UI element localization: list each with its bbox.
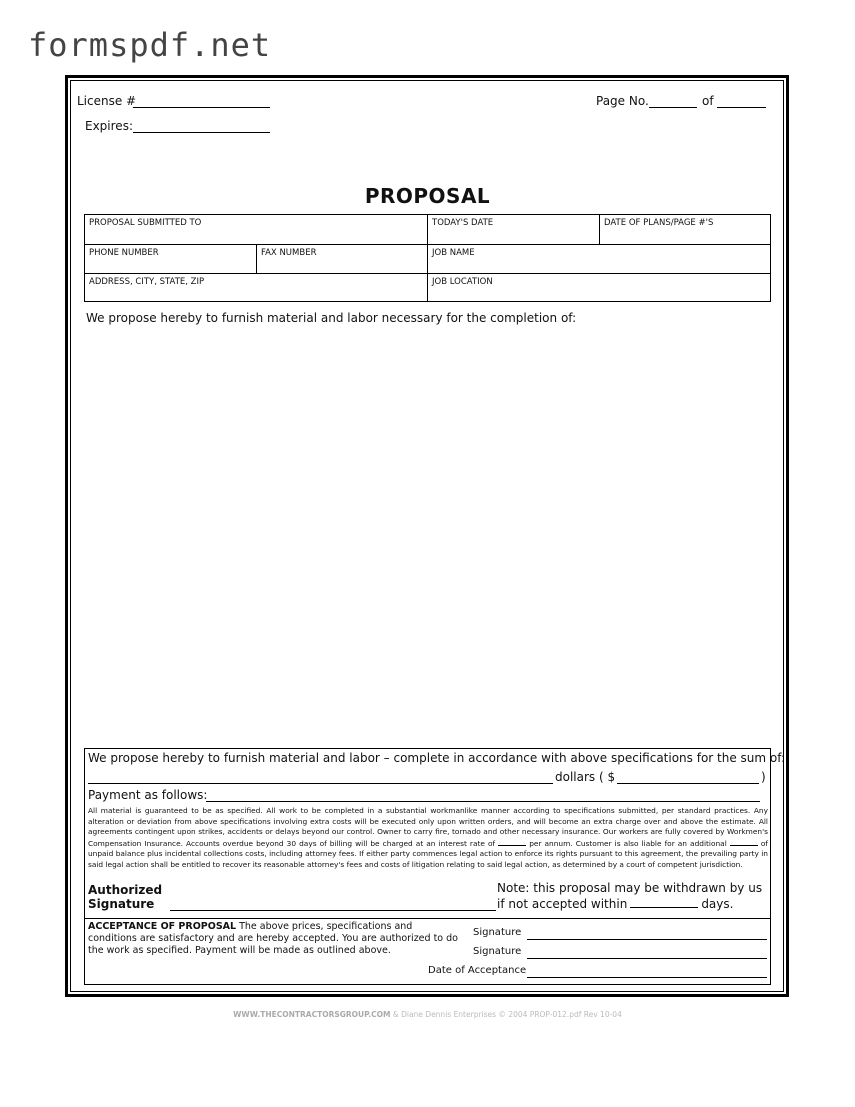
footer-site: WWW.THECONTRACTORSGROUP.COM	[233, 1010, 391, 1019]
page-total-field[interactable]	[717, 107, 766, 108]
acceptance-divider	[84, 918, 771, 919]
date-of-plans-cell[interactable]	[600, 215, 771, 245]
signature-1-field[interactable]	[527, 939, 767, 940]
note-line-2a: if not accepted within	[497, 897, 628, 911]
payment-field[interactable]	[206, 801, 760, 802]
dollars-close: )	[761, 770, 766, 784]
authorized-signature-label	[88, 883, 162, 911]
license-field[interactable]	[133, 107, 270, 108]
address-label: ADDRESS, CITY, STATE, ZIP	[89, 277, 205, 287]
terms-text	[88, 806, 768, 871]
acceptance-body: The above prices, specifications and conditions are satisfactory and are hereby accepted. You are authorized to do the work as specified. Payment will be made as outlined above.	[88, 921, 458, 956]
authorized-signature-field[interactable]	[170, 910, 496, 911]
sum-amount-field[interactable]	[617, 783, 759, 784]
footer-credit	[0, 1010, 855, 1019]
signature-2-field[interactable]	[527, 958, 767, 959]
fax-label: FAX NUMBER	[261, 248, 317, 258]
sum-words-field[interactable]	[88, 783, 553, 784]
interest-rate-field[interactable]	[498, 838, 526, 846]
job-location-label: JOB LOCATION	[432, 277, 493, 287]
info-grid	[84, 214, 771, 302]
fax-cell[interactable]	[257, 245, 428, 274]
footer-rest: & Diane Dennis Enterprises © 2004 PROP-012.pdf Rev 10-04	[390, 1010, 622, 1019]
propose-heading: We propose hereby to furnish material and labor necessary for the completion of:	[86, 311, 577, 325]
auth-line-1: Authorized	[88, 883, 163, 897]
signature-2-label: Signature	[473, 946, 522, 957]
submitted-to-cell[interactable]	[85, 215, 428, 245]
job-name-label: JOB NAME	[432, 248, 475, 258]
note-line-2	[497, 897, 733, 911]
payment-label: Payment as follows:	[88, 788, 208, 802]
page-of-label: of	[702, 94, 714, 108]
address-cell[interactable]	[85, 274, 428, 302]
date-of-acceptance-label: Date of Acceptance	[428, 965, 527, 976]
auth-line-2: Signature	[88, 897, 155, 911]
sum-text: We propose hereby to furnish material and labor – complete in accordance with above specifications for the sum of:	[88, 751, 786, 765]
acceptance-text	[88, 921, 458, 957]
accept-days-field[interactable]	[630, 897, 698, 908]
dollars-label: dollars ( $	[555, 770, 616, 784]
job-location-cell[interactable]	[428, 274, 771, 302]
expires-field[interactable]	[133, 132, 270, 133]
work-description-area[interactable]	[86, 332, 770, 740]
watermark-logo: formspdf.net	[28, 26, 272, 64]
todays-date-cell[interactable]	[428, 215, 600, 245]
date-of-plans-label: DATE OF PLANS/PAGE #'S	[604, 218, 714, 228]
todays-date-label: TODAY'S DATE	[432, 218, 494, 228]
phone-label: PHONE NUMBER	[89, 248, 159, 258]
signature-1-label: Signature	[473, 927, 522, 938]
job-name-cell[interactable]	[428, 245, 771, 274]
page-no-label: Page No.	[596, 94, 649, 108]
terms-part-3: of unpaid balance plus incidental collections costs, including attorney fees. If either party commences legal action to enforce its rights pursuant to this agreement, the prevailing party in said legal action shall be entitled to recover its reasonable attorney's fees and costs of litigation relating to said legal action, as determined by a court of competent jurisdiction.	[88, 838, 768, 869]
note-line-1: Note: this proposal may be withdrawn by us	[497, 881, 763, 895]
terms-part-2: per annum. Customer is also liable for an additional	[529, 838, 727, 848]
date-of-acceptance-field[interactable]	[527, 977, 767, 978]
acceptance-heading: ACCEPTANCE OF PROPOSAL	[88, 921, 237, 932]
page-no-field[interactable]	[649, 107, 697, 108]
phone-cell[interactable]	[85, 245, 257, 274]
license-label: License #	[77, 94, 137, 108]
note-line-2b: days.	[701, 897, 734, 911]
page-title: PROPOSAL	[364, 184, 491, 208]
additional-percent-field[interactable]	[730, 838, 758, 846]
expires-label: Expires:	[85, 119, 133, 133]
submitted-to-label: PROPOSAL SUBMITTED TO	[89, 218, 202, 228]
terms-part-1: All material is guaranteed to be as specified. All work to be completed in a substantial workmanlike manner according to specifications submitted, per standard practices. Any alteration or deviation from above specifications involving extra costs will be executed only upon written orders, and will become an extra charge over and above the estimate. All agreements contingent upon strikes, accidents or delays beyond our control. Owner to carry fire, tornado and other necessary insurance. Our workers are fully covered by Workmen's Compensation Insurance. Accounts overdue beyond 30 days of billing will be charged at an interest rate of	[88, 806, 768, 848]
